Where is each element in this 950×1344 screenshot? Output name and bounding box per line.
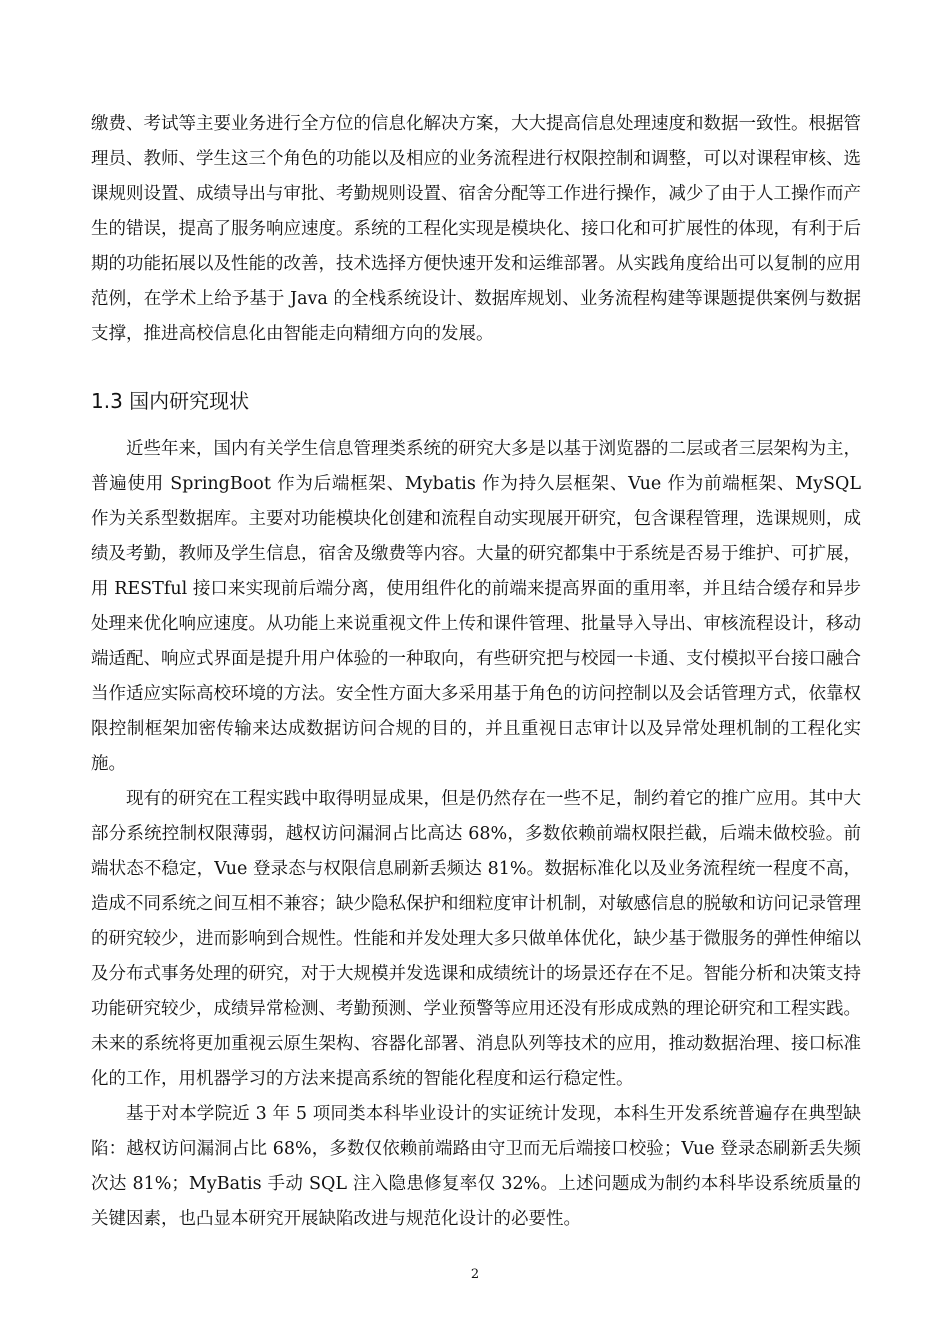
page-content — [91, 107, 861, 1237]
page-number: 2 — [470, 1267, 480, 1282]
body-paragraph-3: 基于对本学院近 3 年 5 项同类本科毕业设计的实证统计发现，本科生开发系统普遍存在典型缺陷：越权访问漏洞占比 68%，多数仅依赖前端路由守卫而无后端接口校验；Vue 登录态刷新丢失频次达 81%；MyBatis 手动 SQL 注入隐患修复率仅 32%。上述问题成为制约本科毕设系统质量的关键因素，也凸显本研究开展缺陷改进与规范化设计的必要性。 — [91, 1104, 861, 1229]
body-paragraph-1: 近些年来，国内有关学生信息管理类系统的研究大多是以基于浏览器的二层或者三层架构为主，普遍使用 SpringBoot 作为后端框架、Mybatis 作为持久层框架、Vue 作为前端框架、MySQL 作为关系型数据库。主要对功能模块化创建和流程自动实现展开研究，包含课程管理，选课规则，成绩及考勤，教师及学生信息，宿舍及缴费等内容。大量的研究都集中于系统是否易于维护、可扩展，用 RESTful 接口来实现前后端分离，使用组件化的前端来提高界面的重用率，并且结合缓存和异步处理来优化响应速度。从功能上来说重视文件上传和课件管理、批量导入导出、审核流程设计，移动端适配、响应式界面是提升用户体验的一种取向，有些研究把与校园一卡通、支付模拟平台接口融合当作适应实际高校环境的方法。安全性方面大多采用基于角色的访问控制以及会话管理方式，依靠权限控制框架加密传输来达成数据访问合规的目的，并且重视日志审计以及异常处理机制的工程化实施。 — [91, 439, 861, 774]
section-heading: 1.3 国内研究现状 — [91, 389, 250, 413]
body-paragraph-2: 现有的研究在工程实践中取得明显成果，但是仍然存在一些不足，制约着它的推广应用。其中大部分系统控制权限薄弱，越权访问漏洞占比高达 68%，多数依赖前端权限拦截，后端未做校验。前端状态不稳定，Vue 登录态与权限信息刷新丢频达 81%。数据标准化以及业务流程统一程度不高，造成不同系统之间互相不兼容；缺少隐私保护和细粒度审计机制，对敏感信息的脱敏和访问记录管理的研究较少，进而影响到合规性。性能和并发处理大多只做单体优化，缺少基于微服务的弹性伸缩以及分布式事务处理的研究，对于大规模并发选课和成绩统计的场景还存在不足。智能分析和决策支持功能研究较少，成绩异常检测、考勤预测、学业预警等应用还没有形成成熟的理论研究和工程实践。未来的系统将更加重视云原生架构、容器化部署、消息队列等技术的应用，推动数据治理、接口标准化的工作，用机器学习的方法来提高系统的智能化程度和运行稳定性。 — [91, 789, 861, 1089]
intro-paragraph: 缴费、考试等主要业务进行全方位的信息化解决方案，大大提高信息处理速度和数据一致性。根据管理员、教师、学生这三个角色的功能以及相应的业务流程进行权限控制和调整，可以对课程审核、选课规则设置、成绩导出与审批、考勤规则设置、宿舍分配等工作进行操作，减少了由于人工操作而产生的错误，提高了服务响应速度。系统的工程化实现是模块化、接口化和可扩展性的体现，有利于后期的功能拓展以及性能的改善，技术选择方便快速开发和运维部署。从实践角度给出可以复制的应用范例，在学术上给予基于 Java 的全栈系统设计、数据库规划、业务流程构建等课题提供案例与数据支撑，推进高校信息化由智能走向精细方向的发展。 — [91, 114, 861, 344]
